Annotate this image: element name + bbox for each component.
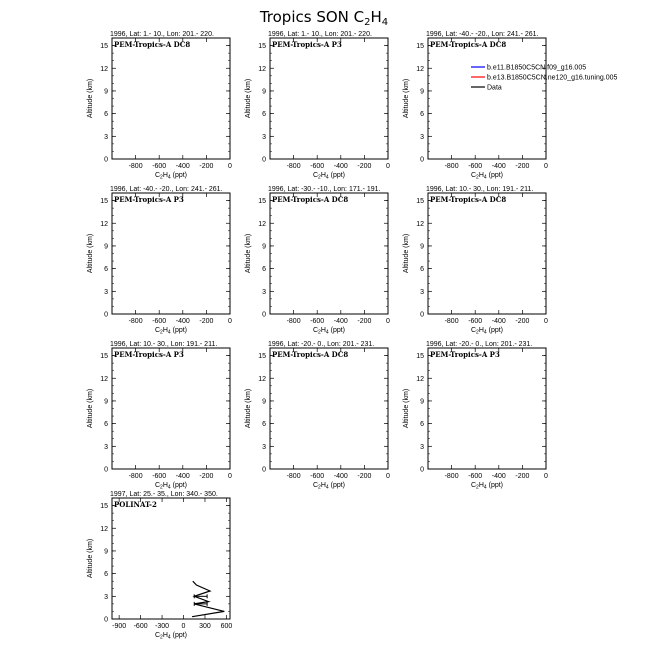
plot-frame (428, 348, 546, 469)
x-tick-label: 0 (386, 473, 390, 480)
panel-4 (87, 186, 232, 336)
panel-8 (245, 341, 390, 491)
y-tick-label: 3 (262, 443, 266, 451)
panel-5 (245, 186, 390, 336)
x-tick-label: -800 (286, 473, 301, 480)
x-axis-label-part: 2 (318, 174, 321, 181)
y-axis-label: Altitude (km) (87, 233, 94, 274)
title-text-mid: H (370, 8, 382, 26)
y-tick-label: 15 (100, 43, 108, 51)
y-tick-label: 9 (104, 243, 108, 251)
x-axis-label-part: 2 (318, 329, 321, 336)
legend-label: b.e13.B1850C5CN.ne120_g16.tuning.005 (487, 74, 618, 82)
y-tick-label: 9 (104, 398, 108, 406)
y-tick-label: 15 (258, 43, 266, 51)
legend-label: b.e11.B1850C5CN.f09_g16.005 (487, 64, 587, 72)
y-tick-label: 6 (262, 111, 266, 119)
x-tick-label: -400 (175, 163, 190, 170)
title-text: Tropics SON C (259, 8, 365, 26)
x-tick-label: -400 (491, 163, 506, 170)
x-axis-label-part: (ppt) (328, 327, 346, 334)
x-axis-label-part: 2 (160, 329, 163, 336)
panel-header: 1996, Lat: -30.- -10., Lon: 171.- 191. (268, 186, 381, 193)
y-tick-label: 3 (420, 133, 424, 141)
y-tick-label: 0 (262, 311, 266, 319)
y-tick-label: 9 (262, 398, 266, 406)
panel-header: 1996, Lat: 1.- 10., Lon: 201.- 220. (268, 31, 372, 38)
x-tick-label: -800 (286, 318, 301, 325)
y-tick-label: 6 (420, 111, 424, 119)
x-axis-label-part: 4 (167, 329, 171, 336)
campaign-label: PEM-Tropics-A DC8 (430, 195, 507, 204)
x-axis-label-part: H (320, 482, 326, 489)
x-axis-label-part: C (470, 172, 477, 179)
y-tick-label: 6 (262, 266, 266, 274)
x-axis-label-part: H (478, 482, 484, 489)
panel-1 (87, 31, 232, 181)
x-tick-label: 0 (544, 318, 548, 325)
y-axis-label: Altitude (km) (403, 233, 410, 274)
x-tick-label: -300 (155, 623, 170, 630)
y-tick-label: 0 (104, 616, 108, 624)
y-axis-label: Altitude (km) (245, 233, 252, 274)
x-tick-label: -800 (444, 163, 459, 170)
y-tick-label: 0 (104, 466, 108, 474)
x-axis-label (155, 327, 187, 336)
x-tick-label: -800 (128, 163, 143, 170)
x-axis-label-part: C (312, 482, 319, 489)
x-axis-label-part: C (154, 632, 161, 639)
x-tick-label: -600 (152, 163, 167, 170)
legend-label: Data (487, 84, 502, 92)
y-tick-label: 6 (262, 421, 266, 429)
x-axis-label-part: 2 (476, 484, 479, 491)
plot-frame (270, 193, 388, 314)
x-tick-label: -600 (468, 318, 483, 325)
x-tick-label: 0 (228, 318, 232, 325)
x-axis-label-part: 4 (325, 329, 329, 336)
x-axis-label-part: (ppt) (328, 482, 346, 489)
x-axis-label-part: (ppt) (486, 327, 504, 334)
panel-3 (403, 31, 548, 181)
panel-header: 1996, Lat: 10.- 30., Lon: 191.- 211. (110, 341, 218, 348)
y-tick-label: 9 (262, 243, 266, 251)
x-tick-label: -600 (310, 163, 325, 170)
x-tick-label: 0 (386, 318, 390, 325)
x-tick-label: 300 (199, 623, 211, 630)
x-axis-label (313, 172, 345, 181)
y-tick-label: 0 (420, 311, 424, 319)
panel-7 (87, 341, 232, 491)
y-tick-label: 6 (104, 571, 108, 579)
y-tick-label: 0 (262, 466, 266, 474)
y-tick-label: 3 (104, 443, 108, 451)
y-tick-label: 9 (420, 88, 424, 96)
x-tick-label: -600 (133, 623, 148, 630)
x-axis-label-part: C (470, 327, 477, 334)
x-tick-label: -200 (357, 473, 372, 480)
x-tick-label: 0 (544, 473, 548, 480)
x-axis-label-part: H (320, 172, 326, 179)
x-tick-label: -600 (152, 473, 167, 480)
x-axis-label-part: 4 (483, 329, 487, 336)
campaign-label: PEM-Tropics-A P3 (114, 350, 184, 359)
x-axis-label-part: (ppt) (486, 172, 504, 179)
y-tick-label: 15 (100, 353, 108, 361)
y-axis-label: Altitude (km) (245, 388, 252, 429)
y-tick-label: 0 (104, 311, 108, 319)
panel-header: 1996, Lat: -40.- -20., Lon: 241.- 261. (110, 186, 223, 193)
x-axis-label-part: 2 (476, 329, 479, 336)
y-tick-label: 9 (104, 88, 108, 96)
panel-6 (403, 186, 548, 336)
plot-frame (112, 348, 230, 469)
y-tick-label: 3 (104, 288, 108, 296)
y-tick-label: 15 (258, 198, 266, 206)
x-axis-label-part: H (162, 172, 168, 179)
campaign-label: PEM-Tropics-A P3 (272, 40, 342, 49)
x-axis-label-part: (ppt) (170, 482, 188, 489)
x-tick-label: 0 (544, 163, 548, 170)
plot-frame (270, 38, 388, 159)
x-axis-label-part: C (154, 327, 161, 334)
campaign-label: PEM-Tropics-A P3 (430, 350, 500, 359)
x-tick-label: -200 (515, 163, 530, 170)
x-axis-label (155, 172, 187, 181)
x-tick-label: -800 (444, 473, 459, 480)
x-axis-label (471, 482, 503, 491)
x-tick-label: 0 (181, 623, 186, 630)
y-tick-label: 3 (262, 133, 266, 141)
x-axis-label-part: 2 (160, 174, 163, 181)
y-tick-label: 12 (100, 375, 108, 383)
x-axis-label-part: H (478, 327, 484, 334)
y-tick-label: 6 (420, 266, 424, 274)
x-tick-label: -800 (286, 163, 301, 170)
panel-header: 1996, Lat: -40.- -20., Lon: 241.- 261. (426, 31, 539, 38)
plot-frame (112, 38, 230, 159)
x-axis-label-part: 2 (160, 634, 163, 641)
x-axis-label-part: (ppt) (170, 632, 188, 639)
x-tick-label: -600 (152, 318, 167, 325)
y-tick-label: 0 (420, 156, 424, 164)
x-tick-label: -900 (112, 623, 127, 630)
x-tick-label: -200 (515, 318, 530, 325)
x-axis-label-part: (ppt) (486, 482, 504, 489)
x-axis-label-part: C (154, 482, 161, 489)
y-tick-label: 12 (416, 375, 424, 383)
y-tick-label: 12 (100, 220, 108, 228)
x-axis-label-part: 4 (167, 484, 171, 491)
campaign-label: PEM-Tropics-A DC8 (272, 350, 349, 359)
y-axis-label: Altitude (km) (403, 388, 410, 429)
plot-frame (428, 193, 546, 314)
x-tick-label: -400 (333, 473, 348, 480)
x-tick-label: 0 (386, 163, 390, 170)
y-tick-label: 3 (420, 443, 424, 451)
x-tick-label: -400 (175, 318, 190, 325)
x-tick-label: -600 (468, 163, 483, 170)
y-axis-label: Altitude (km) (87, 78, 94, 119)
panel-header: 1996, Lat: -20.- 0., Lon: 201.- 231. (268, 341, 375, 348)
x-axis-label-part: 2 (160, 484, 163, 491)
y-tick-label: 0 (262, 156, 266, 164)
x-axis-label-part: 4 (483, 174, 487, 181)
x-tick-label: -400 (491, 473, 506, 480)
title-subscript-1: 2 (364, 17, 371, 28)
y-tick-label: 15 (100, 503, 108, 511)
x-axis-label-part: 2 (318, 484, 321, 491)
x-axis-label-part: H (478, 172, 484, 179)
y-tick-label: 12 (100, 65, 108, 73)
y-tick-label: 3 (104, 133, 108, 141)
y-tick-label: 12 (100, 525, 108, 533)
x-axis-label (313, 327, 345, 336)
panel-2 (245, 31, 390, 181)
x-axis-label-part: 4 (325, 174, 329, 181)
x-axis-label (471, 172, 503, 181)
x-axis-label-part: 4 (167, 174, 171, 181)
x-axis-label (471, 327, 503, 336)
y-tick-label: 6 (104, 266, 108, 274)
x-axis-label (155, 482, 187, 491)
y-tick-label: 9 (262, 88, 266, 96)
x-tick-label: -200 (357, 318, 372, 325)
x-tick-label: -800 (444, 318, 459, 325)
x-tick-label: 0 (228, 473, 232, 480)
campaign-label: PEM-Tropics-A P3 (114, 195, 184, 204)
y-tick-label: 9 (420, 398, 424, 406)
x-tick-label: -600 (468, 473, 483, 480)
plot-frame (428, 38, 546, 159)
y-axis-label: Altitude (km) (245, 78, 252, 119)
x-tick-label: -400 (333, 318, 348, 325)
y-tick-label: 0 (104, 156, 108, 164)
panel-header: 1996, Lat: 1.- 10., Lon: 201.- 220. (110, 31, 214, 38)
x-axis-label-part: H (162, 327, 168, 334)
plot-frame (112, 193, 230, 314)
y-tick-label: 12 (416, 65, 424, 73)
x-axis-label-part: H (162, 482, 168, 489)
panel-header: 1997, Lat: 25.- 35., Lon: 340.- 350. (110, 491, 218, 498)
x-tick-label: -800 (128, 473, 143, 480)
x-tick-label: -200 (199, 163, 214, 170)
x-tick-label: -600 (310, 318, 325, 325)
x-tick-label: -800 (128, 318, 143, 325)
y-tick-label: 15 (258, 353, 266, 361)
x-axis-label-part: 4 (167, 634, 171, 641)
campaign-label: PEM-Tropics-A DC8 (272, 195, 349, 204)
x-axis-label-part: 4 (325, 484, 329, 491)
panel-9 (403, 341, 548, 491)
x-tick-label: -200 (199, 473, 214, 480)
x-axis-label-part: (ppt) (328, 172, 346, 179)
x-axis-label-part: 4 (483, 484, 487, 491)
y-tick-label: 9 (104, 548, 108, 556)
x-tick-label: -400 (175, 473, 190, 480)
campaign-label: POLINAT-2 (114, 500, 157, 509)
x-tick-label: -200 (515, 473, 530, 480)
x-axis-label (155, 632, 187, 641)
y-tick-label: 12 (258, 375, 266, 383)
y-tick-label: 15 (416, 43, 424, 51)
x-axis-label-part: C (312, 172, 319, 179)
y-axis-label: Altitude (km) (87, 538, 94, 579)
x-axis-label (313, 482, 345, 491)
y-tick-label: 12 (258, 220, 266, 228)
x-axis-label-part: H (162, 632, 168, 639)
plot-frame (112, 498, 230, 619)
campaign-label: PEM-Tropics-A DC8 (430, 40, 507, 49)
y-tick-label: 12 (258, 65, 266, 73)
x-axis-label-part: H (320, 327, 326, 334)
y-tick-label: 3 (262, 288, 266, 296)
y-axis-label: Altitude (km) (403, 78, 410, 119)
y-tick-label: 6 (104, 421, 108, 429)
y-tick-label: 3 (104, 593, 108, 601)
x-axis-label-part: (ppt) (170, 327, 188, 334)
y-tick-label: 15 (416, 353, 424, 361)
y-axis-label: Altitude (km) (87, 388, 94, 429)
x-tick-label: -400 (491, 318, 506, 325)
x-tick-label: 600 (220, 623, 233, 630)
legend (471, 65, 617, 92)
x-axis-label-part: C (154, 172, 161, 179)
x-axis-label-part: 2 (476, 174, 479, 181)
y-tick-label: 6 (420, 421, 424, 429)
plot-frame (270, 348, 388, 469)
panel-header: 1996, Lat: -20.- 0., Lon: 201.- 231. (426, 341, 533, 348)
panel-header: 1996, Lat: 10.- 30., Lon: 191.- 211. (426, 186, 534, 193)
x-tick-label: -600 (310, 473, 325, 480)
title-subscript-2: 4 (381, 17, 389, 28)
x-tick-label: -400 (333, 163, 348, 170)
y-tick-label: 3 (420, 288, 424, 296)
x-tick-label: -200 (199, 318, 214, 325)
y-tick-label: 12 (416, 220, 424, 228)
series-line-data (192, 581, 224, 617)
y-tick-label: 6 (104, 111, 108, 119)
x-axis-label-part: (ppt) (170, 172, 188, 179)
y-tick-label: 15 (100, 198, 108, 206)
x-axis-label-part: C (312, 327, 319, 334)
campaign-label: PEM-Tropics-A DC8 (114, 40, 191, 49)
x-axis-label-part: C (470, 482, 477, 489)
x-tick-label: -200 (357, 163, 372, 170)
panel-10 (87, 491, 232, 641)
y-tick-label: 15 (416, 198, 424, 206)
x-tick-label: 0 (228, 163, 232, 170)
y-tick-label: 9 (420, 243, 424, 251)
y-tick-label: 0 (420, 466, 424, 474)
